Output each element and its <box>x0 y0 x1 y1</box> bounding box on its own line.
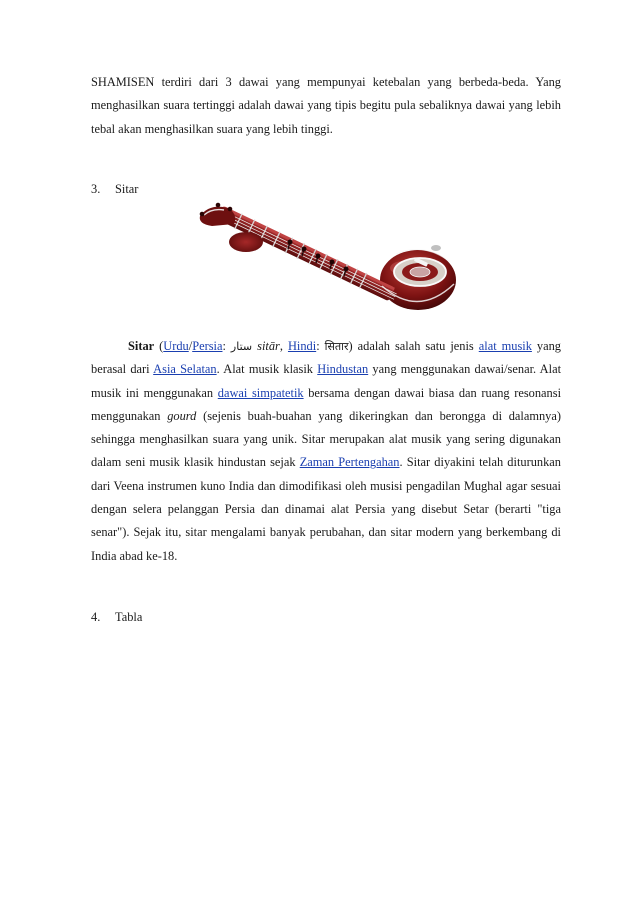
link-alat-musik[interactable]: alat musik <box>478 339 532 353</box>
sitar-paragraph <box>91 335 561 568</box>
text: . Alat musik klasik <box>216 362 318 377</box>
text: ( <box>154 339 164 353</box>
text: ) adalah salah satu jenis <box>348 339 479 353</box>
transliteration: sitār <box>257 339 280 353</box>
text: yang menggunakan dawai/senar. Alat musik ini menggunakan <box>91 362 562 400</box>
section-title: Sitar <box>115 182 139 196</box>
section-number: 3. <box>91 182 101 196</box>
link-hindustan[interactable]: Hindustan <box>317 362 369 377</box>
link-zaman-pertengahan[interactable]: Zaman Pertengahan <box>299 455 400 470</box>
link-dawai-simpatetik[interactable]: dawai simpatetik <box>217 385 304 400</box>
section-title: Tabla <box>115 610 143 624</box>
text: (sejenis buah-buahan yang dikeringkan dan berongga di dalamnya) sehingga menghasilkan suara yang unik. Sitar merupakan alat musik yang sering digunakan dalam seni musik klasik hindustan sejak <box>91 408 562 470</box>
link-hindi[interactable]: Hindi <box>287 339 317 353</box>
devanagari-script: सितार <box>324 340 349 353</box>
section-number: 4. <box>91 610 101 624</box>
shamisen-paragraph: SHAMISEN terdiri dari 3 dawai yang mempunyai ketebalan yang berbeda-beda. Yang menghasilkan suara tertinggi adalah dawai yang tipis begitu pula sebaliknya dawai yang lebih tebal akan menghasilkan suara yang lebih tinggi. <box>91 75 561 136</box>
text: / <box>188 339 193 353</box>
section-heading-tabla <box>91 609 142 625</box>
section-heading-sitar <box>91 181 138 197</box>
text: : <box>316 339 325 353</box>
text: bersama dengan dawai biasa dan ruang resonansi menggunakan <box>91 385 562 423</box>
sitar-illustration <box>192 200 460 328</box>
link-urdu[interactable]: Urdu <box>163 339 189 353</box>
link-persia[interactable]: Persia <box>192 339 223 353</box>
text: yang berasal dari <box>91 339 561 377</box>
text: : <box>222 339 231 353</box>
text: . Sitar diyakini telah diturunkan dari Veena instrumen kuno India dan dimodifikasi oleh musisi pengadilan Mughal agar sesuai dengan selera pelanggan Persia dan dinamai alat Persia yang disebut Setar (berarti "tiga senar"). Sejak itu, sitar mengalami banyak perubahan, dan sitar modern yang berkembang di India abad ke-18. <box>91 455 561 563</box>
text: , <box>279 339 288 353</box>
gourd-term: gourd <box>167 408 197 423</box>
link-asia-selatan[interactable]: Asia Selatan <box>153 362 217 377</box>
sitar-image <box>192 200 460 328</box>
urdu-script: ستار <box>230 340 253 353</box>
term-sitar: Sitar <box>128 339 155 353</box>
